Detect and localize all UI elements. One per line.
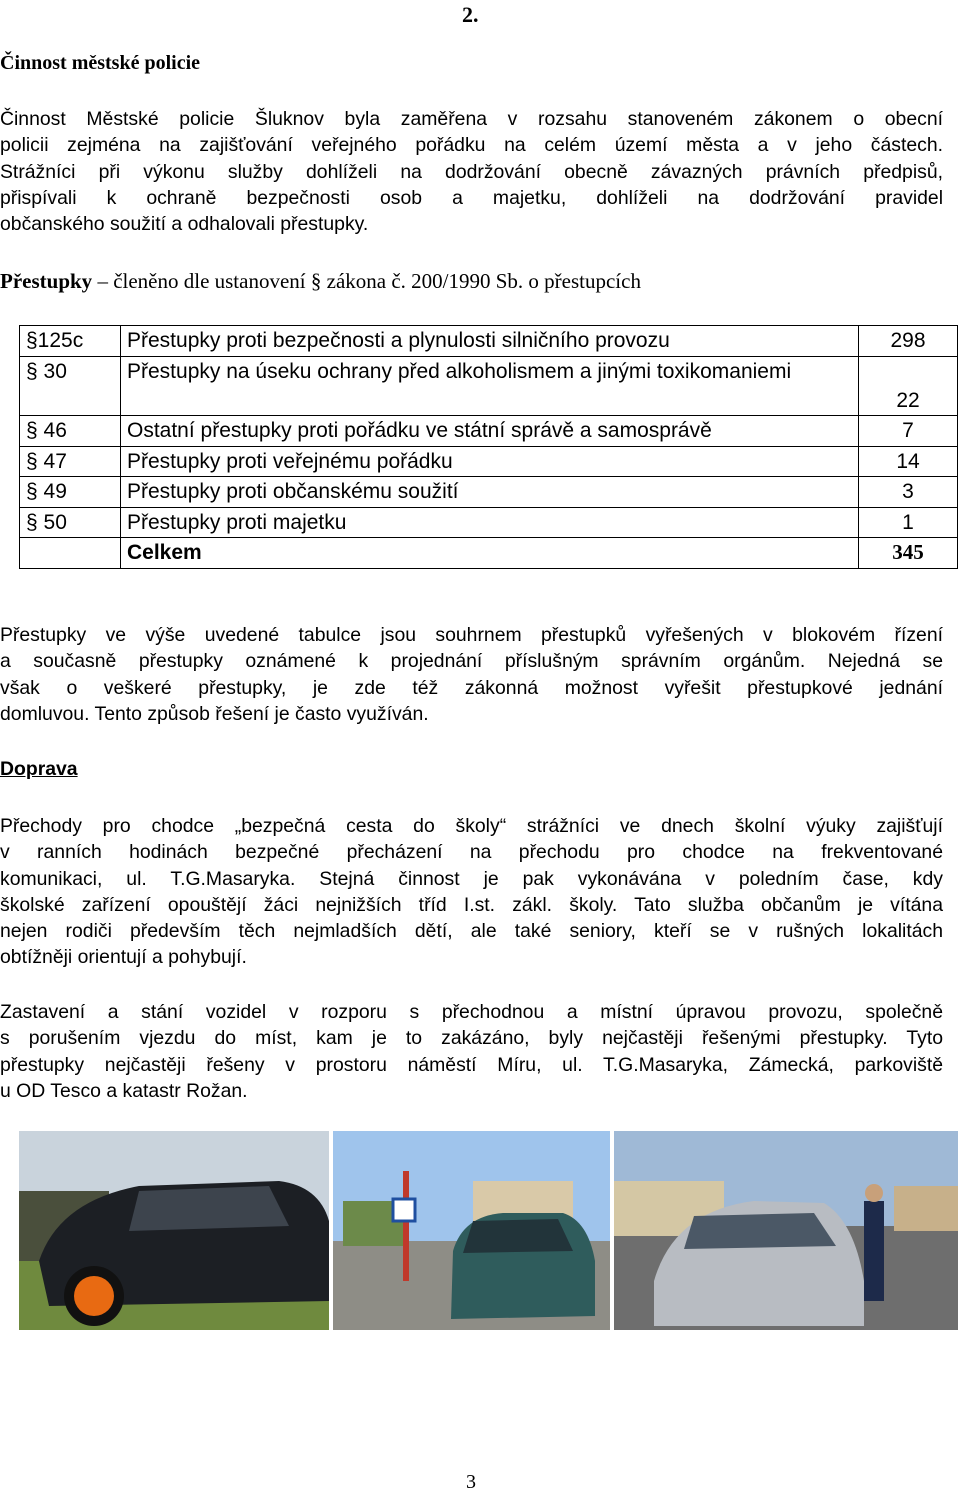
section-cell: § 30 [20, 356, 121, 416]
description-cell: Přestupky proti občanskému soužití [121, 477, 859, 508]
table-row [20, 446, 958, 477]
summary-line: domluvou. Tento způsob řešení je často využíván. [0, 702, 429, 725]
crossings-line: v ranních hodinách bezpečné přecházení na přechodu pro chodce na frekventované [0, 841, 943, 864]
count-cell: 298 [859, 326, 958, 357]
parking-sign-icon [393, 1199, 415, 1221]
summary-line: však o veškeré přestupky, je zde též zákonná možnost vyřešit přestupkové jednání [0, 676, 943, 699]
crossings-line: Přechody pro chodce „bezpečná cesta do školy“ strážníci ve dnech školní výuky zajišťují [0, 815, 943, 837]
parking-line: přestupky nejčastěji řešeny v prostoru náměstí Míru, ul. T.G.Masaryka, Zámecká, parkoviště [0, 1053, 943, 1076]
description-cell: Přestupky proti bezpečnosti a plynulosti silničního provozu [121, 326, 859, 357]
intro-line: přispívali k ochraně bezpečnosti osob a majetku, dohlíželi na dodržování pravidel [0, 186, 943, 209]
parking-paragraph [0, 999, 943, 1104]
count-cell: 14 [859, 446, 958, 477]
sign-pole [403, 1171, 409, 1281]
table-row [20, 507, 958, 538]
section-title: Činnost městské policie [0, 52, 200, 74]
photo-parked-green-car [333, 1131, 610, 1330]
section-cell: § 50 [20, 507, 121, 538]
photo-clamped-car [19, 1131, 329, 1330]
intro-line: občanského soužití a odhalovali přestupky. [0, 213, 369, 236]
table-total-row [20, 538, 958, 569]
photo-silver-van-officer [614, 1131, 958, 1330]
officer [864, 1201, 884, 1301]
description-cell: Ostatní přestupky proti pořádku ve státní správě a samosprávě [121, 416, 859, 447]
crossings-line: obtížněji orientují a pohybují. [0, 946, 247, 969]
intro-line: Činnost Městské policie Šluknov byla zaměřena v rozsahu stanoveném zákonem o obecní [0, 108, 943, 130]
summary-line: a současně přestupky oznámené k projednání příslušným správním orgánům. Nejedná se [0, 650, 943, 673]
car-window [463, 1219, 573, 1253]
building [894, 1186, 958, 1231]
intro-line: policii zejména na zajišťování veřejného pořádku na celém území města a v jeho částech. [0, 134, 943, 157]
count-cell: 3 [859, 477, 958, 508]
table-row [20, 326, 958, 357]
offenses-heading [0, 269, 641, 294]
description-cell: Přestupky proti veřejnému pořádku [121, 446, 859, 477]
section-cell: § 47 [20, 446, 121, 477]
car-window [129, 1186, 289, 1231]
section-cell: §125c [20, 326, 121, 357]
table-row [20, 416, 958, 447]
parking-line: s porušením vjezdu do míst, kam je to zakázáno, byly nejčastěji řešenými přestupky. Tyto [0, 1027, 943, 1050]
officer-head [865, 1184, 883, 1202]
section-cell: § 49 [20, 477, 121, 508]
description-cell: Přestupky na úseku ochrany před alkoholismem a jinými toxikomaniemi [121, 356, 859, 416]
van-window [684, 1213, 836, 1249]
table-row [20, 477, 958, 508]
total-value: 345 [859, 538, 958, 569]
parking-line: Zastavení a stání vozidel v rozporu s přechodnou a místní úpravou provozu, společně [0, 1001, 943, 1023]
count-cell: 1 [859, 507, 958, 538]
crossings-paragraph [0, 813, 943, 971]
description-cell: Přestupky proti majetku [121, 507, 859, 538]
summary-line: Přestupky ve výše uvedené tabulce jsou souhrnem přestupků vyřešených v blokovém řízení [0, 624, 943, 646]
offenses-heading-bold: Přestupky [0, 269, 93, 293]
crossings-line: nejen rodiči především těch nejmladších dětí, ale také seniory, kteří se v rušných lokalitách [0, 920, 943, 943]
crossings-line: komunikaci, ul. T.G.Masaryka. Stejná činnost je pak vykonávána v poledním čase, kdy [0, 867, 943, 890]
transport-heading: Doprava [0, 758, 78, 780]
empty-cell [20, 538, 121, 569]
section-cell: § 46 [20, 416, 121, 447]
intro-paragraph [0, 106, 943, 237]
table-row [20, 356, 958, 416]
count-cell: 7 [859, 416, 958, 447]
count-cell: 22 [859, 356, 958, 416]
summary-paragraph [0, 622, 943, 727]
offenses-heading-rest: – členěno dle ustanovení § zákona č. 200/1990 Sb. o přestupcích [92, 269, 641, 293]
page-number: 3 [466, 1471, 476, 1493]
intro-line: Strážníci při výkonu služby dohlíželi na dodržování obecně závazných právních předpisů, [0, 160, 943, 183]
total-label: Celkem [121, 538, 859, 569]
wheel-clamp [74, 1276, 114, 1316]
offenses-table [19, 325, 958, 569]
chapter-number: 2. [462, 2, 479, 27]
parking-line: u OD Tesco a katastr Rožan. [0, 1079, 248, 1102]
crossings-line: školské zařízení opouštějí žáci nejnižších tříd I.st. zákl. školy. Tato služba občanům je vítána [0, 893, 943, 916]
